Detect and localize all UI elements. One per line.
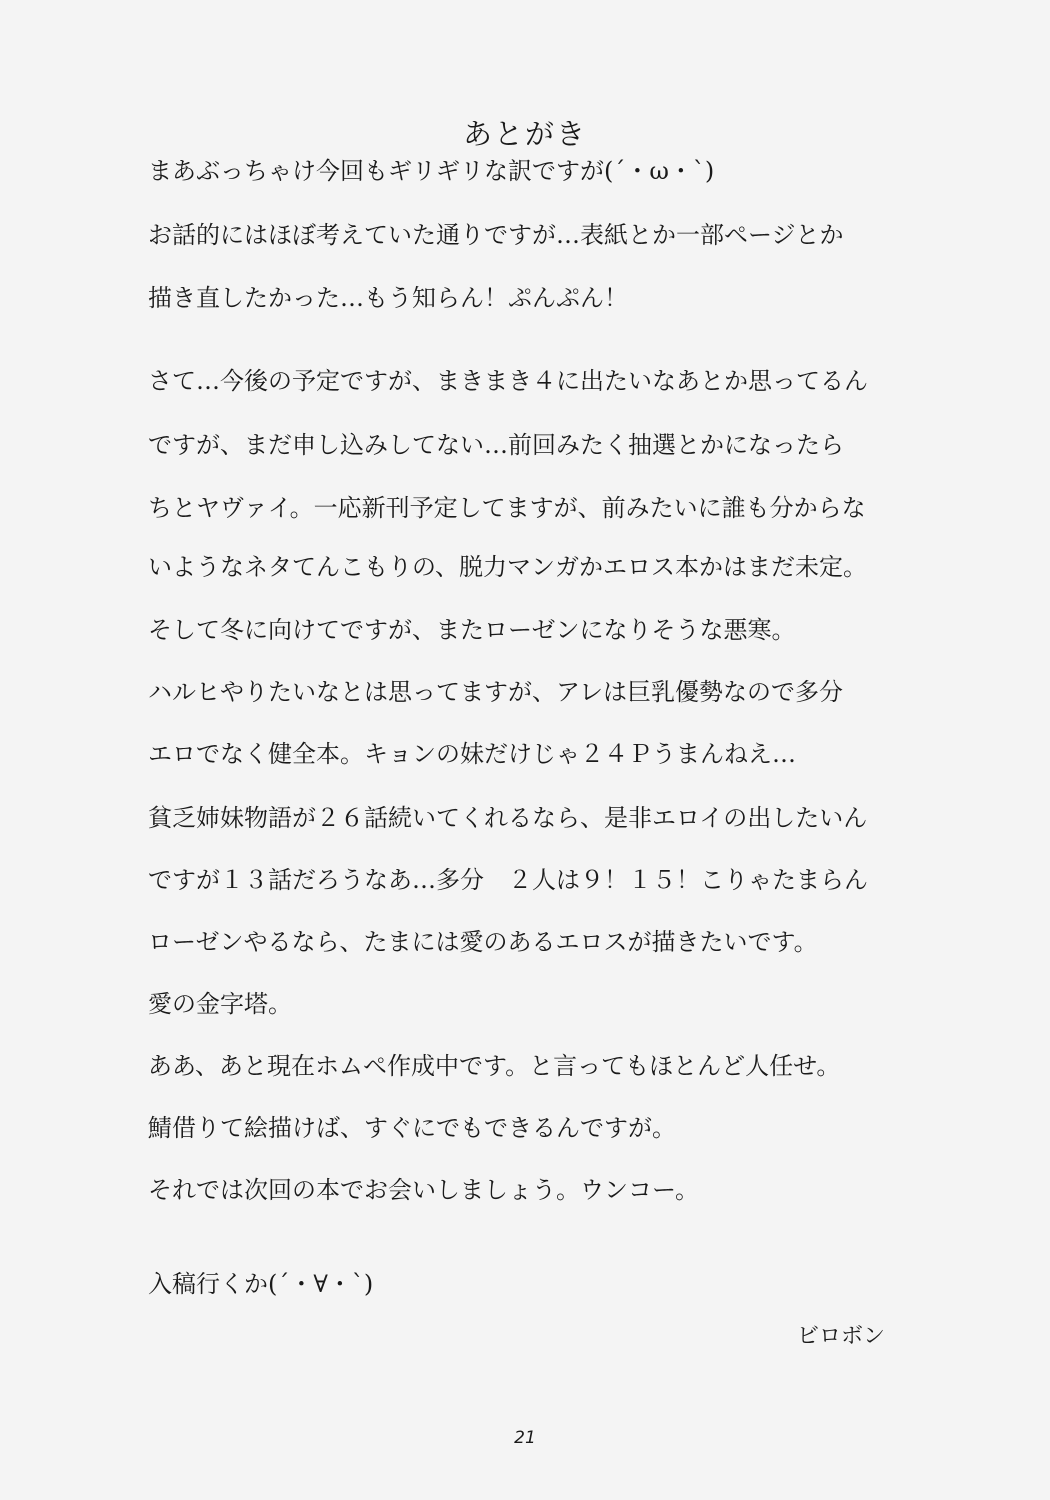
body-line: ちとヤヴァイ。一応新刊予定してますが、前みたいに誰も分からな: [148, 494, 866, 522]
page-title: あとがき: [462, 117, 587, 151]
body-line: エロでなく健全本。キョンの妹だけじゃ２４Ｐうまんねえ…: [148, 740, 796, 768]
body-line: ですが、まだ申し込みしてない…前回みたく抽選とかになったら: [148, 431, 844, 459]
body-line: ですが１３話だろうなあ…多分 ２人は９！１５！こりゃたまらん: [148, 866, 868, 894]
body-line: 鯖借りて絵描けば、すぐにでもできるんですが。: [148, 1114, 676, 1142]
body-line: いようなネタてんこもりの、脱力マンガかエロス本かはまだ未定。: [148, 553, 868, 581]
body-line: 愛の金字塔。: [148, 990, 292, 1018]
body-line: お話的にはほぼ考えていた通りですが…表紙とか一部ページとか: [148, 221, 844, 249]
page-number: 21: [514, 1428, 536, 1448]
body-line: ああ、あと現在ホムペ作成中です。と言ってもほとんど人任せ。: [148, 1052, 841, 1080]
body-line: ハルヒやりたいなとは思ってますが、アレは巨乳優勢なので多分: [148, 678, 844, 706]
author-signature: ビロボン: [797, 1324, 886, 1349]
body-line: まあぶっちゃけ今回もギリギリな訳ですが(´・ω・`): [148, 157, 715, 185]
body-line: 貧乏姉妹物語が２６話続いてくれるなら、是非エロイの出したいん: [148, 804, 868, 832]
body-line: 描き直したかった…もう知らん！ぷんぷん！: [148, 284, 628, 312]
body-line: さて…今後の予定ですが、まきまき４に出たいなあとか思ってるん: [148, 367, 868, 395]
body-line: ローゼンやるなら、たまには愛のあるエロスが描きたいです。: [148, 928, 818, 956]
closing-line: 入稿行くか(´・∀・`): [148, 1270, 374, 1298]
body-line: それでは次回の本でお会いしましょう。ウンコー。: [148, 1176, 700, 1204]
body-line: そして冬に向けてですが、またローゼンになりそうな悪寒。: [148, 616, 796, 644]
